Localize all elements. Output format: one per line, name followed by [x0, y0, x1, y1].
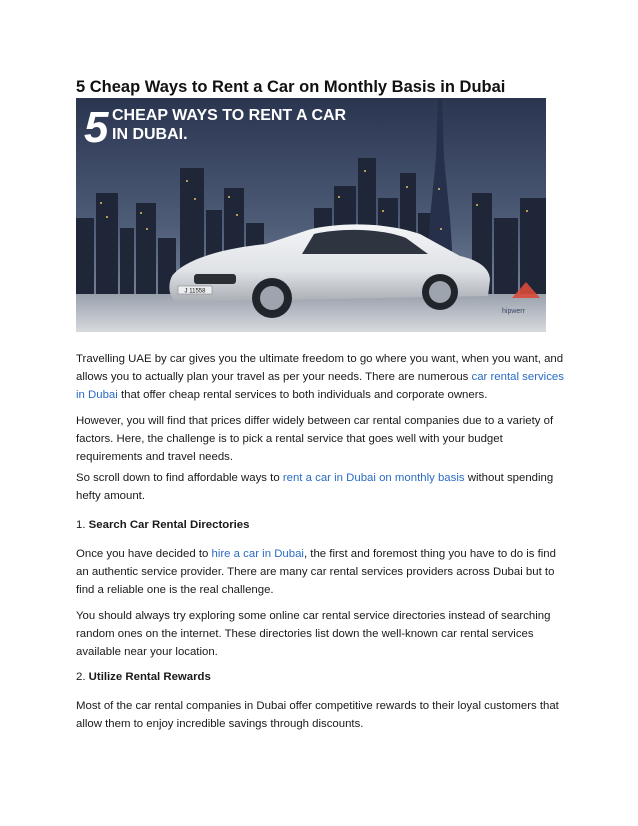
license-plate: J 11558: [184, 288, 206, 295]
heading-label: Utilize Rental Rewards: [88, 671, 211, 683]
hero-watermark: hipwerr: [502, 308, 525, 315]
hero-headline-line2: IN DUBAI.: [112, 126, 188, 143]
link-car-rental-services[interactable]: car rental services in Dubai: [76, 370, 564, 401]
hero-badge-number: 5: [84, 103, 109, 152]
paragraph-text: without spending hefty amount.: [76, 472, 554, 502]
paragraph-text: So scroll down to find affordable ways to: [76, 472, 283, 484]
paragraph-text: that offer cheap rental services to both individuals and corporate owners.: [117, 388, 488, 401]
heading-number: 1.: [76, 519, 89, 531]
paragraph-scroll: [76, 470, 568, 506]
paragraph-directories: You should always try exploring some online car rental service directories instead of searching random ones on the internet. These directories list down the well-known car rental services available near your location.: [76, 610, 551, 658]
section-heading-2: [76, 669, 568, 687]
paragraph-rewards: Most of the car rental companies in Dubai offer competitive rewards to their loyal customers that allow them to enjoy incredible savings through discounts.: [76, 700, 559, 730]
paragraph-hire: [76, 546, 568, 599]
heading-number: 2.: [76, 671, 89, 683]
link-rent-car-monthly[interactable]: rent a car in Dubai on monthly basis: [282, 472, 465, 484]
heading-label: Search Car Rental Directories: [88, 519, 250, 531]
paragraph-text: Once you have decided to: [76, 548, 212, 560]
paragraph-prices: However, you will find that prices differ widely between car rental companies due to a variety of factors. Here, the challenge is to pick a rental service that goes well with your budget requirements and travel needs.: [76, 415, 554, 463]
paragraph-intro: [76, 351, 568, 404]
paragraph-text: Travelling UAE by car gives you the ultimate freedom to go where you want, when you want, and allows you to actually plan your travel as per your needs. There are numerous: [76, 353, 564, 383]
link-hire-car-dubai[interactable]: hire a car in Dubai: [211, 548, 304, 560]
paragraph-text: , the first and foremost thing you have to do is find an authentic service provider. There are many car rental services providers across Dubai but to find a reliable one is the real challenge.: [76, 548, 556, 596]
hero-headline-line1: CHEAP WAYS TO RENT A CAR: [112, 107, 347, 124]
document-title: 5 Cheap Ways to Rent a Car on Monthly Basis in Dubai: [76, 78, 506, 96]
section-heading-1: [76, 517, 568, 535]
hero-image: [76, 98, 546, 332]
